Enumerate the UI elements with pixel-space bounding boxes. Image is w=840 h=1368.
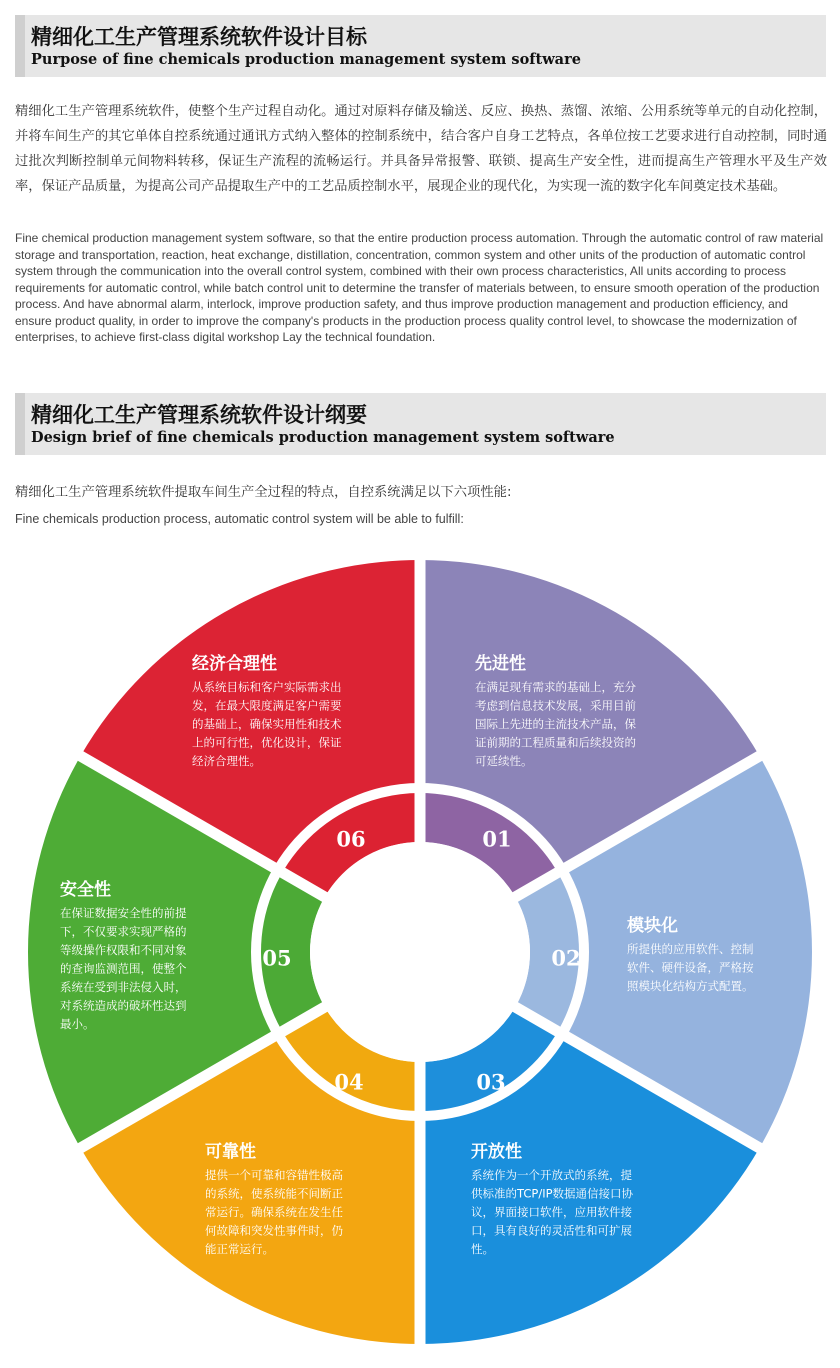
segment-05-desc-line: 系统在受到非法侵入时， — [60, 980, 187, 994]
section2-intro-en: Fine chemicals production process, automatic control system will be able to fulfill: — [15, 512, 464, 526]
segment-02-number: 02 — [551, 945, 581, 971]
section1-title-zh: 精细化工生产管理系统软件设计目标 — [31, 25, 367, 49]
segment-04-desc-line: 何故障和突发性事件时，仍 — [205, 1223, 343, 1238]
segment-01-desc-line: 证前期的工程质量和后续投资的 — [475, 735, 636, 750]
segment-04-desc-line: 提供一个可靠和容错性极高 — [205, 1168, 343, 1182]
segment-04-title: 可靠性 — [205, 1142, 256, 1162]
segment-06-desc-line: 发，在最大限度满足客户需要 — [192, 698, 342, 713]
segment-01-desc-line: 考虑到信息技术发展，采用目前 — [475, 698, 636, 713]
segment-04-desc-line: 能正常运行。 — [205, 1242, 274, 1256]
segment-01-title: 先进性 — [475, 654, 526, 674]
segment-01-desc-line: 在满足现有需求的基础上，充分 — [475, 680, 636, 694]
segment-06-desc-line: 经济合理性。 — [192, 754, 261, 768]
segment-05-desc-line: 在保证数据安全性的前提 — [60, 906, 187, 920]
segment-03-desc-line: 口，具有良好的灵活性和可扩展 — [471, 1223, 632, 1238]
segment-06-title: 经济合理性 — [192, 654, 277, 674]
segment-04-desc-line: 的系统，使系统能不间断正 — [205, 1186, 343, 1201]
segment-02-desc-line: 照模块化结构方式配置。 — [627, 979, 754, 993]
segment-04-desc-line: 常运行。确保系统在发生任 — [205, 1205, 343, 1219]
segment-01-number: 01 — [482, 826, 512, 852]
segment-03-desc-line: 性。 — [471, 1242, 494, 1256]
section2-intro-zh: 精细化工生产管理系统软件提取车间生产全过程的特点，自控系统满足以下六项性能: — [15, 485, 512, 500]
segment-03-desc-line: 供标准的TCP/IP数据通信接口协 — [471, 1186, 634, 1201]
section1-paragraph-zh: 精细化工生产管理系统软件，使整个生产过程自动化。通过对原料存储及输送、反应、换热、蒸馏、浓缩、公用系统等单元的自动化控制，并将车间生产的其它单体自控系统通过通讯方式纳入整体的控制系统中，结合客户自身工艺特点，各单位按工艺要求进行自动控制，同时通过批次判断控制单元间物料转移，保证生产流程的流畅运行。并具备异常报警、联锁、提高生产安全性，进而提高生产管理水平及生产效率，保证产品质量，为提高公司产品提取生产中的工艺品质控制水平，展现企业的现代化，为实现一流的数字化车间奠定技术基础。 — [15, 104, 827, 194]
section2-title-zh: 精细化工生产管理系统软件设计纲要 — [31, 403, 367, 427]
section1-paragraph-en: Fine chemical production management system software, so that the entire production process automation. Through the automatic control of raw material storage and transportation, reaction, heat exchange, distillation, concentration, common system and other units of the production of automatic control system through the communication into the overall control system, combined with their own process characteristics, All units according to process requirements for automatic control, while batch control unit to determine the transfer of materials between, to ensure smooth operation of the production process. And have abnormal alarm, interlock, improve production safety, and thus improve production management and production efficiency, and ensure product quality, in order to improve the company's products in the production process quality control level, to showcase the modernization of enterprises, to achieve first-class digital workshop Lay the technical foundation. — [15, 231, 824, 344]
section1-title-en: Purpose of fine chemicals production management system software — [31, 51, 581, 68]
segment-05-desc-line: 的查询监测范围，使整个 — [60, 961, 187, 976]
segment-05-title: 安全性 — [60, 880, 111, 900]
segment-06-desc-line: 的基础上，确保实用性和技术 — [192, 717, 342, 731]
segment-05-desc-line: 等级操作权限和不同对象 — [60, 943, 187, 957]
segment-02-desc-line: 软件、硬件设备，严格按 — [627, 960, 754, 975]
segment-05-desc-line: 对系统造成的破坏性达到 — [60, 998, 187, 1013]
segment-04-number: 04 — [334, 1069, 364, 1095]
segment-01-desc-line: 国际上先进的主流技术产品，保 — [475, 717, 636, 731]
center-circle — [310, 842, 530, 1062]
segment-03-desc-line: 议，界面接口软件，应用软件接 — [471, 1205, 632, 1219]
segment-01-desc-line: 可延续性。 — [475, 754, 533, 768]
segment-03-title: 开放性 — [471, 1142, 522, 1162]
segment-05-number: 05 — [262, 945, 292, 971]
segment-02-title: 模块化 — [627, 916, 678, 936]
segment-06-desc-line: 从系统目标和客户实际需求出 — [192, 680, 342, 694]
segment-03-desc-line: 系统作为一个开放式的系统，提 — [471, 1168, 632, 1182]
segment-05-desc-line: 下，不仅要求实现严格的 — [60, 924, 187, 939]
section2-title-en: Design brief of fine chemicals production management system software — [31, 429, 615, 446]
segment-03-number: 03 — [476, 1069, 506, 1095]
segment-02-desc-line: 所提供的应用软件、控制 — [627, 942, 754, 956]
segment-06-number: 06 — [336, 826, 366, 852]
segment-05-desc-line: 最小。 — [60, 1017, 95, 1031]
segment-06-desc-line: 上的可行性，优化设计，保证 — [192, 735, 342, 750]
